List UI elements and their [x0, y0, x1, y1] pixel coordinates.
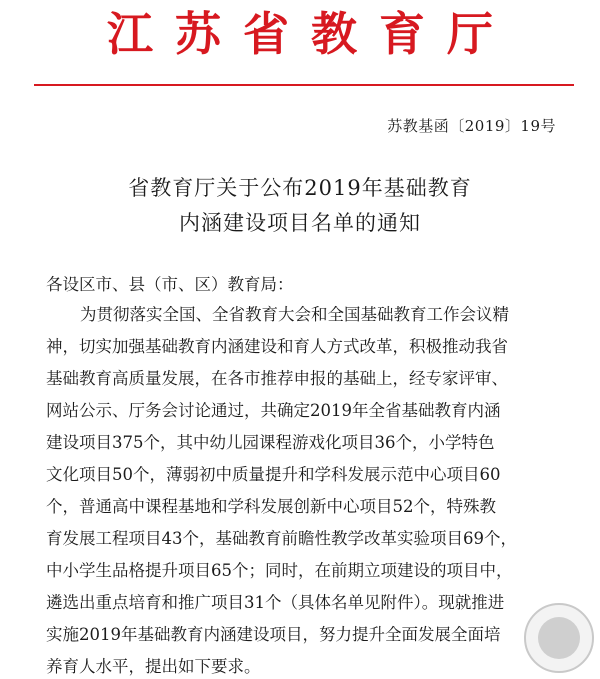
- body-line: 养育人水平，提出如下要求。: [46, 657, 261, 676]
- body-line: 网站公示、厅务会讨论通过，共确定2019年全省基础教育内涵: [46, 401, 501, 420]
- document-number: 苏教基函〔2019〕19号: [387, 117, 556, 135]
- body-line: 基础教育高质量发展，在各市推荐申报的基础上，经专家评审、: [46, 369, 508, 388]
- document-title-line1: 省教育厅关于公布2019年基础教育: [128, 176, 472, 200]
- school-seal-icon: [524, 603, 594, 673]
- body-line: 文化项目50个，薄弱初中质量提升和学科发展示范中心项目60: [46, 465, 501, 484]
- document-title-line2: 内涵建设项目名单的通知: [179, 211, 421, 235]
- body-line: 个，普通高中课程基地和学科发展创新中心项目52个，特殊教: [46, 497, 496, 516]
- body-line: 遴选出重点培育和推广项目31个（具体名单见附件）。现就推进: [46, 593, 505, 612]
- body-line: 为贯彻落实全国、全省教育大会和全国基础教育工作会议精: [80, 305, 509, 324]
- body-line: 神，切实加强基础教育内涵建设和育人方式改革，积极推动我省: [46, 337, 508, 356]
- letterhead-divider: [34, 84, 574, 86]
- body-line: 育发展工程项目43个，基础教育前瞻性教学改革实验项目69个，: [46, 529, 517, 548]
- letterhead-title: 江苏省教育厅: [107, 7, 515, 61]
- salutation: 各设区市、县（市、区）教育局：: [46, 275, 294, 294]
- body-line: 实施2019年基础教育内涵建设项目，努力提升全面发展全面培: [46, 625, 501, 644]
- body-line: 中小学生品格提升项目65个；同时，在前期立项建设的项目中，: [46, 561, 513, 580]
- body-line: 建设项目375个，其中幼儿园课程游戏化项目36个，小学特色: [46, 433, 495, 452]
- seal-emblem: [538, 617, 580, 659]
